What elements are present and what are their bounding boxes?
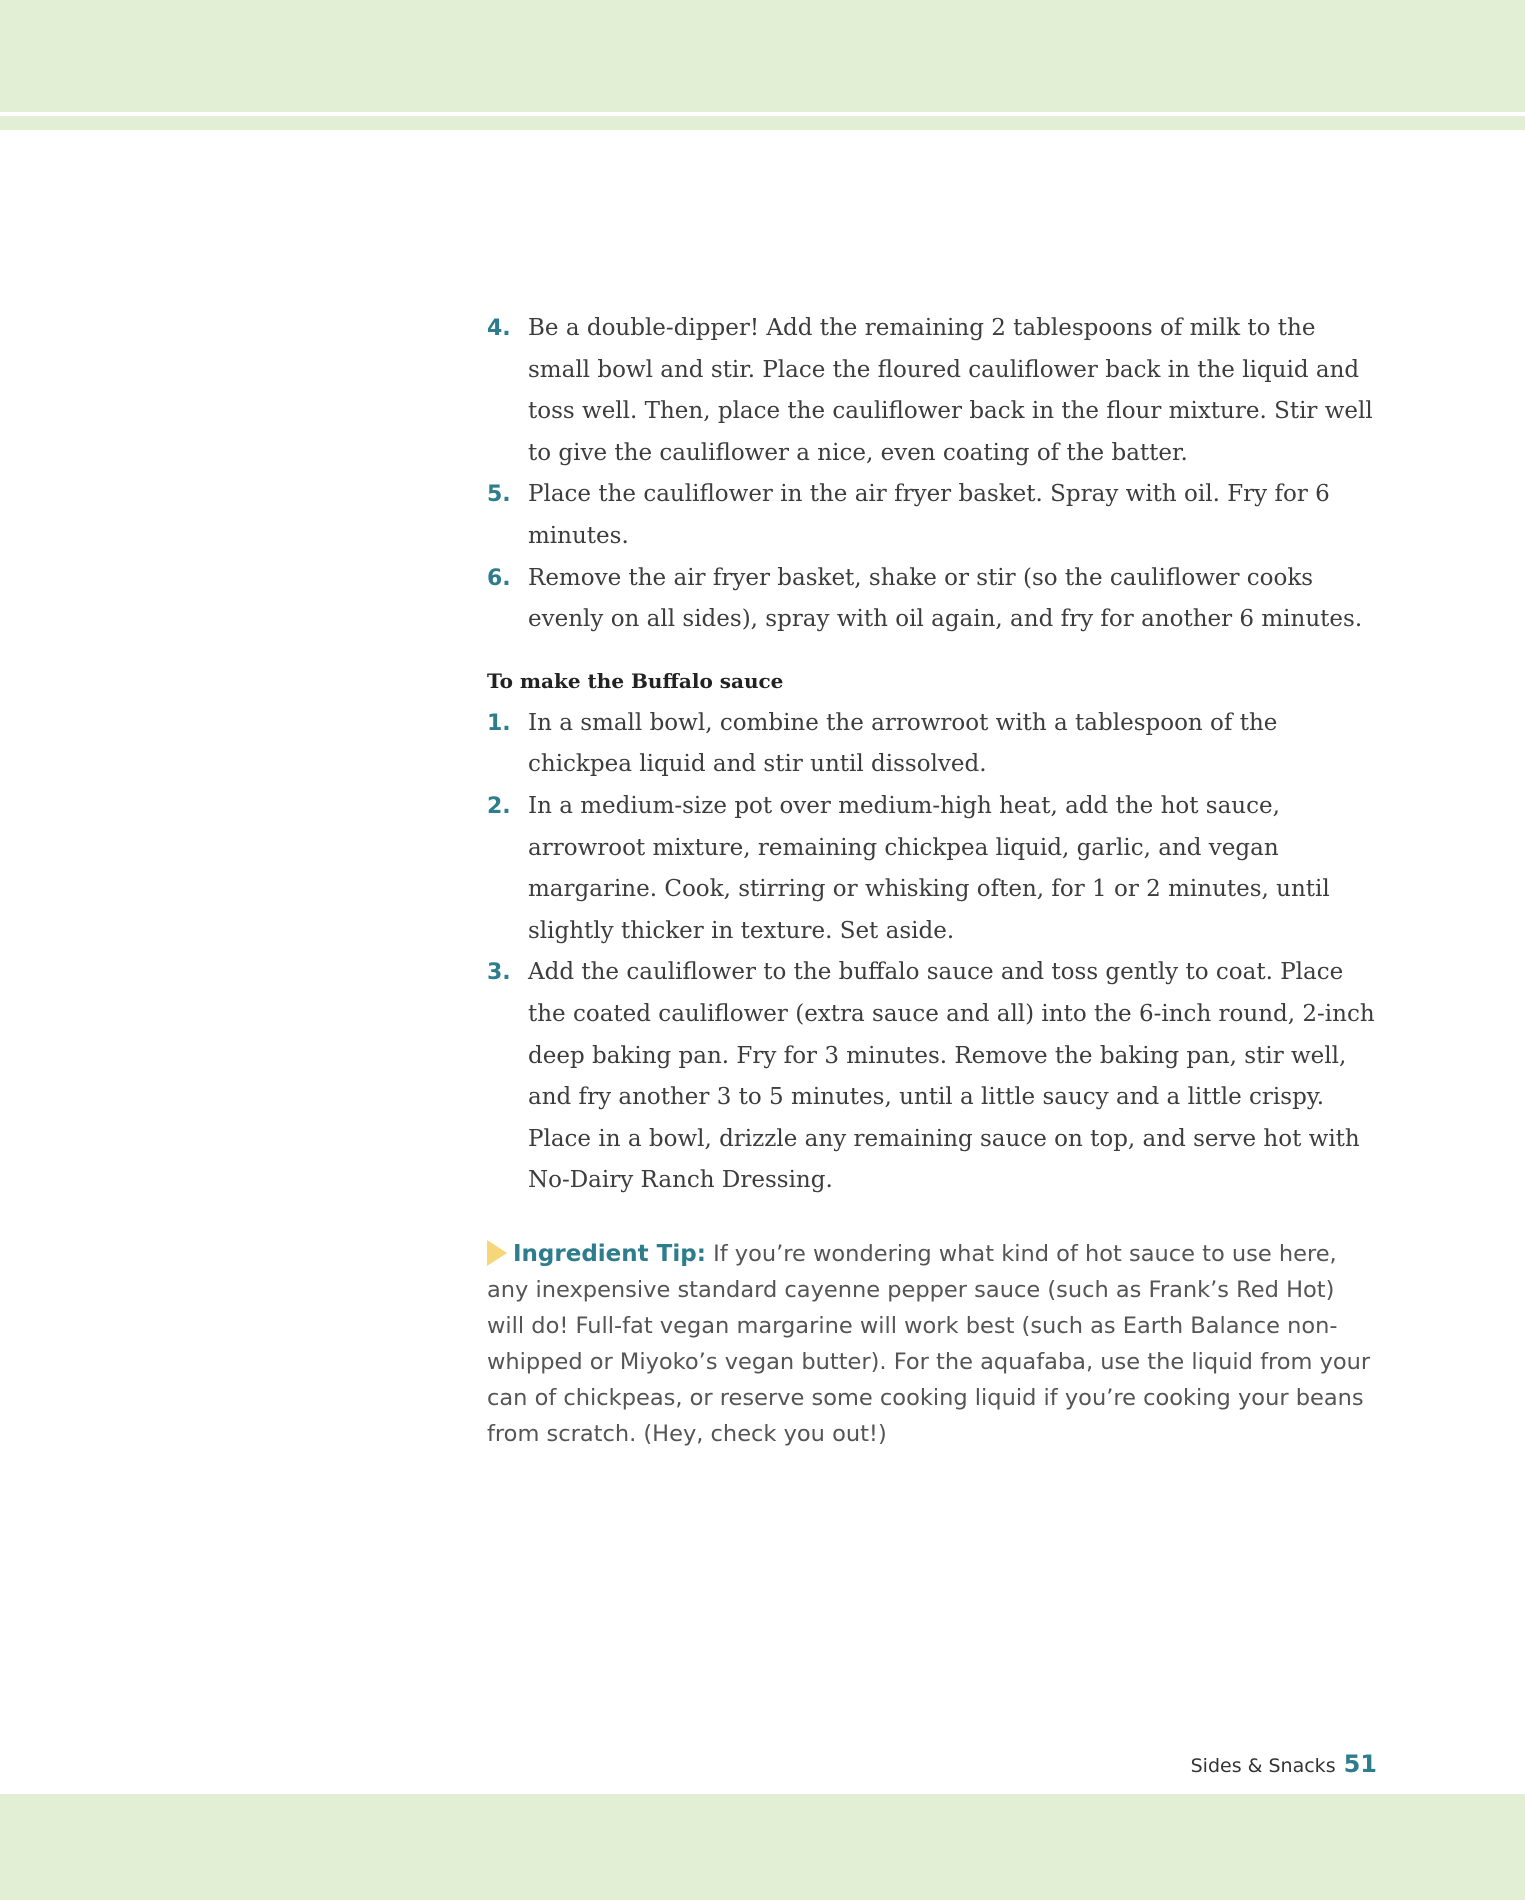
page-footer [1191,1750,1377,1778]
recipe-content [487,308,1377,1452]
step-text: Place the cauliflower in the air fryer basket. Spray with oil. Fry for 6 minutes. [528,481,1330,549]
footer-band [0,1794,1525,1900]
ingredient-tip [487,1236,1377,1452]
step-item [487,703,1377,786]
tip-label: Ingredient Tip: [513,1240,706,1267]
step-number: 4. [487,316,511,341]
step-number: 6. [487,565,511,591]
steps-list-buffalo-sauce [487,703,1377,1202]
step-number: 2. [487,793,511,819]
footer-section-title: Sides & Snacks [1190,1755,1336,1777]
tip-text: If you’re wondering what kind of hot sauce to use here, any inexpensive standard cayenne pepper sauce (such as Frank’s Red Hot) will do! Full-fat vegan margarine will work best (such as Earth Balance non-whipped or Miyoko’s vegan butter). For the aquafaba, use the liquid from your can of chickpeas, or reserve some cooking liquid if you’re cooking your beans from scratch. (Hey, check you out!) [487,1240,1371,1447]
steps-list-cauliflower [487,308,1377,641]
step-number: 5. [487,482,511,508]
step-item [487,474,1377,557]
triangle-arrow-icon [487,1240,507,1266]
step-item [487,952,1377,1202]
step-number: 3. [487,960,511,986]
header-band [0,0,1525,112]
step-item [487,786,1377,952]
section-heading: To make the Buffalo sauce [487,668,784,693]
page-number: 51 [1343,1750,1377,1778]
step-item [487,308,1377,474]
header-strip [0,116,1525,130]
step-text: In a medium-size pot over medium-high heat, add the hot sauce, arrowroot mixture, remaining chickpea liquid, garlic, and vegan margarine. Cook, stirring or whisking often, for 1 or 2 minutes, until slightly thicker in texture. Set aside. [528,792,1330,944]
step-number: 1. [487,710,511,736]
step-text: In a small bowl, combine the arrowroot with a tablespoon of the chickpea liquid and stir until dissolved. [528,709,1278,778]
step-text: Be a double-dipper! Add the remaining 2 tablespoons of milk to the small bowl and stir. Place the floured cauliflower back in the liquid and toss well. Then, place the cauliflower back in the flour mixture. Stir well to give the cauliflower a nice, even coating of the batter. [528,315,1373,466]
step-item [487,558,1377,641]
step-text: Add the cauliflower to the buffalo sauce and toss gently to coat. Place the coated cauliflower (extra sauce and all) into the 6-inch round, 2-inch deep baking pan. Fry for 3 minutes. Remove the baking pan, stir well, and fry another 3 to 5 minutes, until a little saucy and a little crispy. Place in a bowl, drizzle any remaining sauce on top, and serve hot with No-Dairy Ranch Dressing. [528,959,1375,1194]
step-text: Remove the air fryer basket, shake or stir (so the cauliflower cooks evenly on all sides), spray with oil again, and fry for another 6 minutes. [528,564,1363,633]
